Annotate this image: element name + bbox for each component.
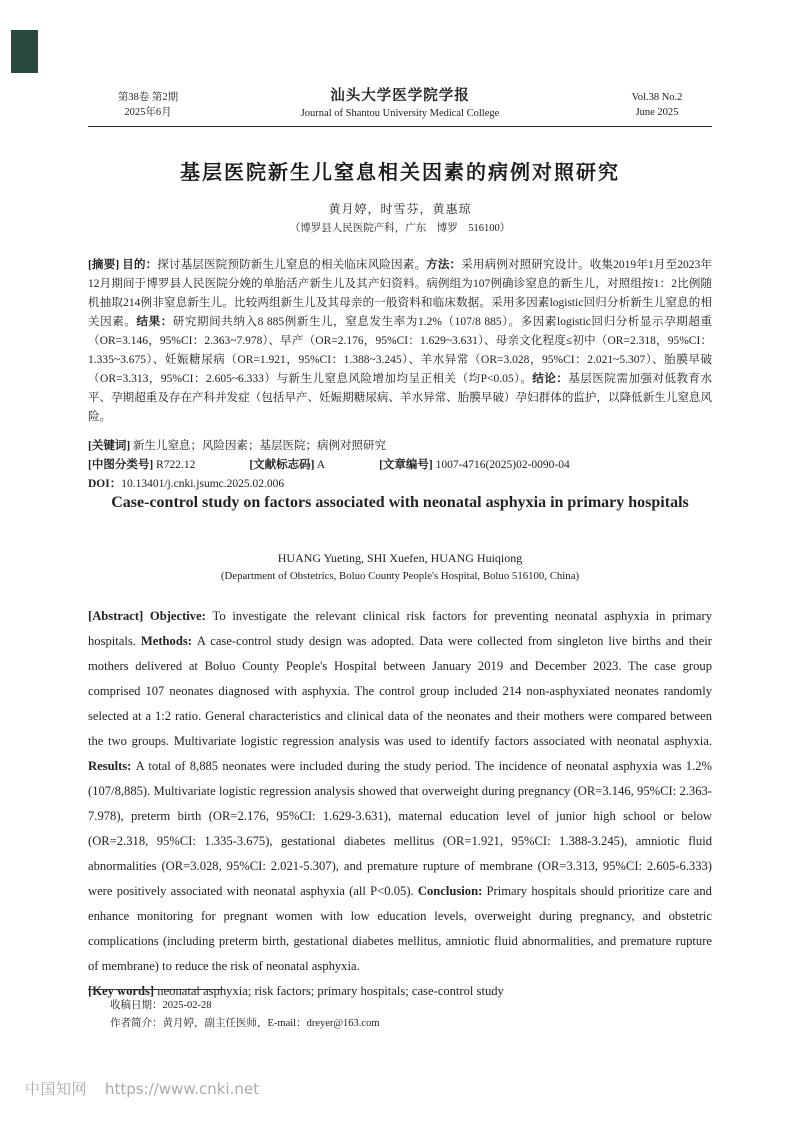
- scan-corner-mark: [11, 30, 38, 73]
- abstract-cn: [摘要] 目的：探讨基层医院预防新生儿窒息的相关临床风险因素。方法：采用病例对照研究设计。收集2019年1月至2023年12月期间于博罗县人民医院分娩的单胎活产新生儿及其产妇资料。病例组为107例确诊窒息的新生儿，对照组按1：2比例随机抽取214例非窒息新生儿。比较两组新生儿及其母亲的一般资料和临床数据。采用多因素logistic回归分析新生儿窒息的相关因素。结果：研究期间共纳入8 885例新生儿，窒息发生率为1.2%（107/8 885）。多因素logistic回归分析显示孕期超重（OR=3.146，95%CI：2.363~7.978）、早产（OR=2.176，95%CI：1.629~3.631）、母亲文化程度≤初中（OR=2.318，95%CI：1.335~3.675）、妊娠糖尿病（OR=1.921，95%CI：1.388~3.245）、羊水异常（OR=3.028，95%CI：2.021~5.307）、胎膜早破（OR=3.313，95%CI：2.605~6.333）与新生儿窒息风险增加均呈正相关（均P<0.05）。结论：基层医院需加强对低教育水平、孕期超重及存在产科并发症（包括早产、妊娠期糖尿病、羊水异常、胎膜早破）孕妇群体的监护，以降低新生儿窒息风险。: [88, 259, 713, 423]
- date-cn: 2025年6月: [124, 107, 172, 118]
- doi-value: 10.13401/j.cnki.jsumc.2025.02.006: [121, 478, 285, 490]
- cnki-watermark-site: 中国知网: [25, 1080, 88, 1098]
- header-divider: [88, 126, 712, 127]
- article-id-value: 1007-4716(2025)02-0090-04: [432, 459, 570, 471]
- footnote: [110, 997, 670, 1033]
- keywords-cn: [关键词] 新生儿窒息；风险因素；基层医院；病例对照研究: [88, 440, 387, 452]
- volume-issue-en: Vol.38 No.2: [631, 92, 683, 103]
- author-bio-value: 黄月婷，副主任医师，E-mail：dreyer@163.com: [162, 1018, 380, 1029]
- cnki-watermark-url: https://www.cnki.net: [105, 1080, 259, 1098]
- affiliation-en: (Department of Obstetrics, Boluo County People's Hospital, Boluo 516100, China): [220, 570, 580, 582]
- article-meta-cn: [88, 437, 712, 494]
- authors-en: HUANG Yueting, SHI Xuefen, HUANG Huiqiong: [277, 551, 523, 565]
- article-id-label: [文章编号]: [379, 459, 433, 471]
- doi-label: DOI：: [88, 478, 122, 490]
- author-bio-line: [110, 1015, 670, 1033]
- header-volume-issue-cn: [88, 90, 208, 120]
- volume-issue-cn: 第38卷 第2期: [117, 92, 179, 103]
- journal-title-block: [250, 87, 550, 121]
- authors-cn: 黄月婷，时雪芬，黄惠琼: [328, 202, 472, 216]
- cnki-watermark: [25, 1078, 259, 1099]
- header-volume-issue-en: [602, 90, 712, 120]
- clc-value: R722.12: [153, 459, 196, 471]
- received-date-value: 2025-02-28: [162, 1000, 212, 1011]
- abstract-en-text: [Abstract] Objective: To investigate the relevant clinical risk factors for preventing neonatal asphyxia in primary hospitals. Methods: A case-control study design was adopted. Data were collected from singleton live births and their mothers delivered at Boluo County People's Hospital between January 2019 and December 2023. The case group comprised 107 neonates diagnosed with asphyxia. The control group included 214 non-asphyxiated neonates randomly selected at a 1:2 ratio. General characteristics and clinical data of the neonates and their mothers were compared between the two groups. Multivariate logistic regression analysis was used to identify factors associated with neonatal asphyxia. Results: A total of 8,885 neonates were included during the study period. The incidence of neonatal asphyxia was 1.2% (107/8,885). Multivariate logistic regression analysis showed that overweight during pregnancy (OR=3.146, 95%CI: 2.363-7.978), preterm birth (OR=2.176, 95%CI: 1.629-3.631), maternal education level of junior high school or below (OR=2.318, 95%CI: 1.335-3.675), gestational diabetes mellitus (OR=1.921, 95%CI: 1.388-3.245), amniotic fluid abnormalities (OR=3.028, 95%CI: 2.021-5.307), and premature rupture of membrane (OR=3.313, 95%CI: 2.605-6.333) were positively associated with neonatal asphyxia (all P<0.05). Conclusion: Primary hospitals should prioritize care and enhance monitoring for pregnant women with low education levels, overweight during pregnancy, and obstetric complications (including preterm birth, gestational diabetes mellitus, amniotic fluid abnormalities, and premature rupture of membrane) to reduce the risk of neonatal asphyxia.: [88, 609, 713, 973]
- article-title-cn: 基层医院新生儿窒息相关因素的病例对照研究: [180, 162, 620, 184]
- journal-header: [88, 90, 712, 124]
- date-en: June 2025: [635, 107, 679, 118]
- journal-title-cn: 汕头大学医学院学报: [330, 88, 470, 104]
- doc-code-label: [文献标志码]: [249, 459, 315, 471]
- author-bio-label: 作者简介：: [110, 1018, 163, 1029]
- footnote-divider: [88, 989, 223, 990]
- clc-label: [中图分类号]: [88, 459, 154, 471]
- received-date-label: 收稿日期：: [110, 1000, 163, 1011]
- received-date-line: [110, 997, 670, 1015]
- article-title-en: Case-control study on factors associated with neonatal asphyxia in primary hospitals: [111, 494, 689, 511]
- affiliation-cn: （博罗县人民医院产科，广东 博罗 516100）: [289, 223, 511, 234]
- classification-line: [88, 456, 712, 475]
- doc-code-value: A: [314, 459, 326, 471]
- journal-title-en: Journal of Shantou University Medical College: [300, 108, 500, 119]
- abstract-en: [88, 604, 712, 1004]
- keywords-en: [Key words] neonatal asphyxia; risk factors; primary hospitals; case-control study: [88, 984, 504, 998]
